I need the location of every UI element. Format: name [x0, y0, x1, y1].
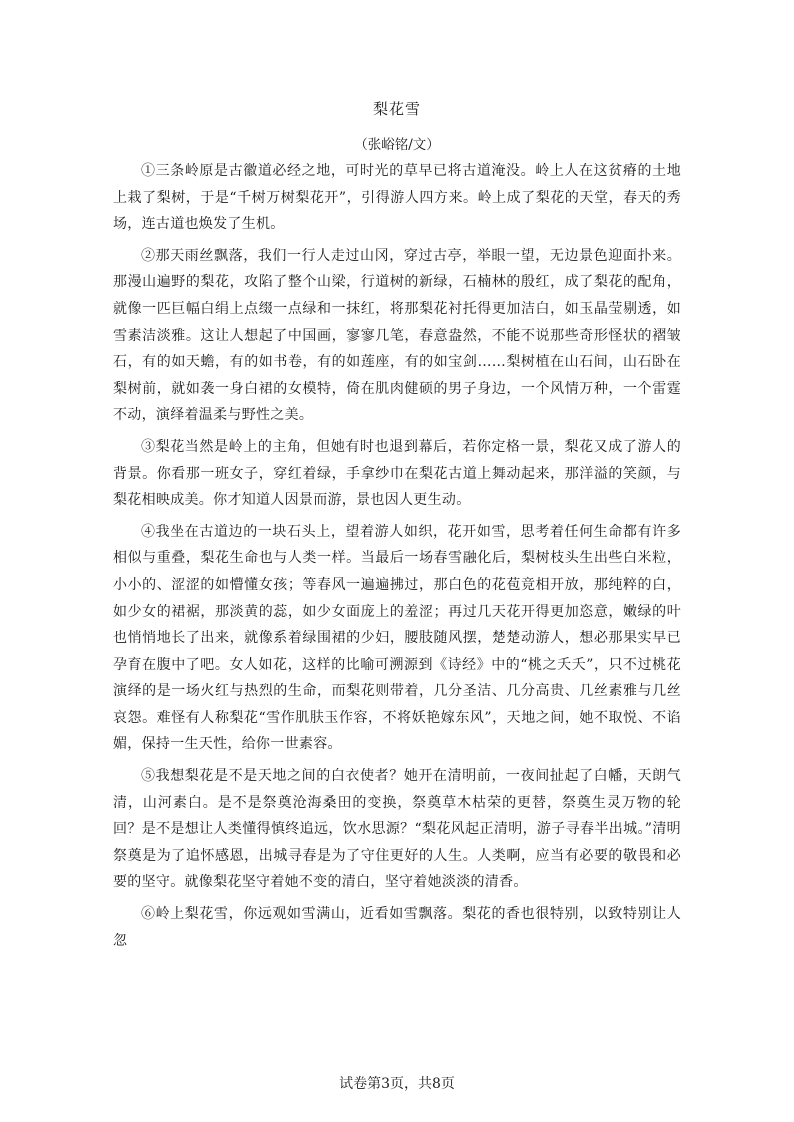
- paragraph-4: ④我坐在古道边的一块石头上，望着游人如织，花开如雪，思考着任何生命都有许多相似与重叠，梨花生命也与人类一样。当最后一场春雪融化后，梨树枝头生出些白米粒，小小的、涩涩的如懵懂女孩；等春风一遍遍拂过，那白色的花苞竞相开放，那纯粹的白，如少女的裙裾，那淡黄的蕊，如少女面庞上的羞涩；再过几天花开得更加恣意，嫩绿的叶也悄悄地长了出来，就像系着绿围裙的少妇，腰肢随风摆，楚楚动游人，想必那果实早已孕育在腹中了吧。女人如花，这样的比喻可溯源到《诗经》中的“桃之夭夭”，只不过桃花演绎的是一场火红与热烈的生命，而梨花则带着，几分圣洁、几分高贵、几丝素雅与几丝哀怨。难怪有人称梨花“雪作肌肤玉作容，不将妖艳嫁东风”，天地之间，她不取悦、不谄媚，保持一生天性，给你一世素容。: [113, 523, 681, 753]
- article-author: （张峪铭/文）: [354, 137, 440, 153]
- article-body: [113, 158, 681, 959]
- paragraph-1: ①三条岭原是古徽道必经之地，可时光的草早已将古道淹没。岭上人在这贫瘠的土地上栽了梨树，于是“千树万树梨花开”，引得游人四方来。岭上成了梨花的天堂，春天的秀场，连古道也焕发了生机。: [113, 163, 681, 233]
- page-footer: 试卷第3页，共8页: [339, 1076, 455, 1092]
- article-title: 梨花雪: [372, 100, 421, 118]
- paragraph-5: ⑤我想梨花是不是天地之间的白衣使者？她开在清明前，一夜间扯起了白幡，天朗气清，山河素白。是不是祭奠沧海桑田的变换，祭奠草木枯荣的更替，祭奠生灵万物的轮回？是不是想让人类懂得慎终追远，饮水思源？“梨花风起正清明，游子寻春半出城。”清明祭奠是为了追怀感恩，出城寻春是为了守住更好的人生。人类啊，应当有必要的敬畏和必要的坚守。就像梨花坚守着她不变的清白，坚守着她淡淡的清香。: [113, 768, 681, 891]
- paragraph-6: ⑥岭上梨花雪，你远观如雪满山，近看如雪飘落。梨花的香也很特别，以致特别让人忽: [113, 906, 681, 949]
- paragraph-2: ②那天雨丝飘落，我们一行人走过山冈，穿过古亭，举眼一望，无边景色迎面扑来。那漫山遍野的梨花，攻陷了整个山梁，行道树的新绿，石楠林的殷红，成了梨花的配角，就像一匹巨幅白绢上点缀一点绿和一抹红，将那梨花衬托得更加洁白，如玉晶莹剔透，如雪素洁淡雅。这让人想起了中国画，寥寥几笔，春意盎然，不能不说那些奇形怪状的褶皱石，有的如天蟾，有的如书卷，有的如莲座，有的如宝剑……梨树植在山石间，山石卧在梨树前，就如袭一身白裙的女模特，倚在肌肉健硕的男子身边，一个风情万种，一个雷霆不动，演绎着温柔与野性之美。: [113, 247, 681, 424]
- paragraph-3: ③梨花当然是岭上的主角，但她有时也退到幕后，若你定格一景，梨花又成了游人的背景。你看那一班女子，穿红着绿，手拿纱巾在梨花古道上舞动起来，那洋溢的笑颜，与梨花相映成美。你才知道人因景而游，景也因人更生动。: [113, 438, 681, 509]
